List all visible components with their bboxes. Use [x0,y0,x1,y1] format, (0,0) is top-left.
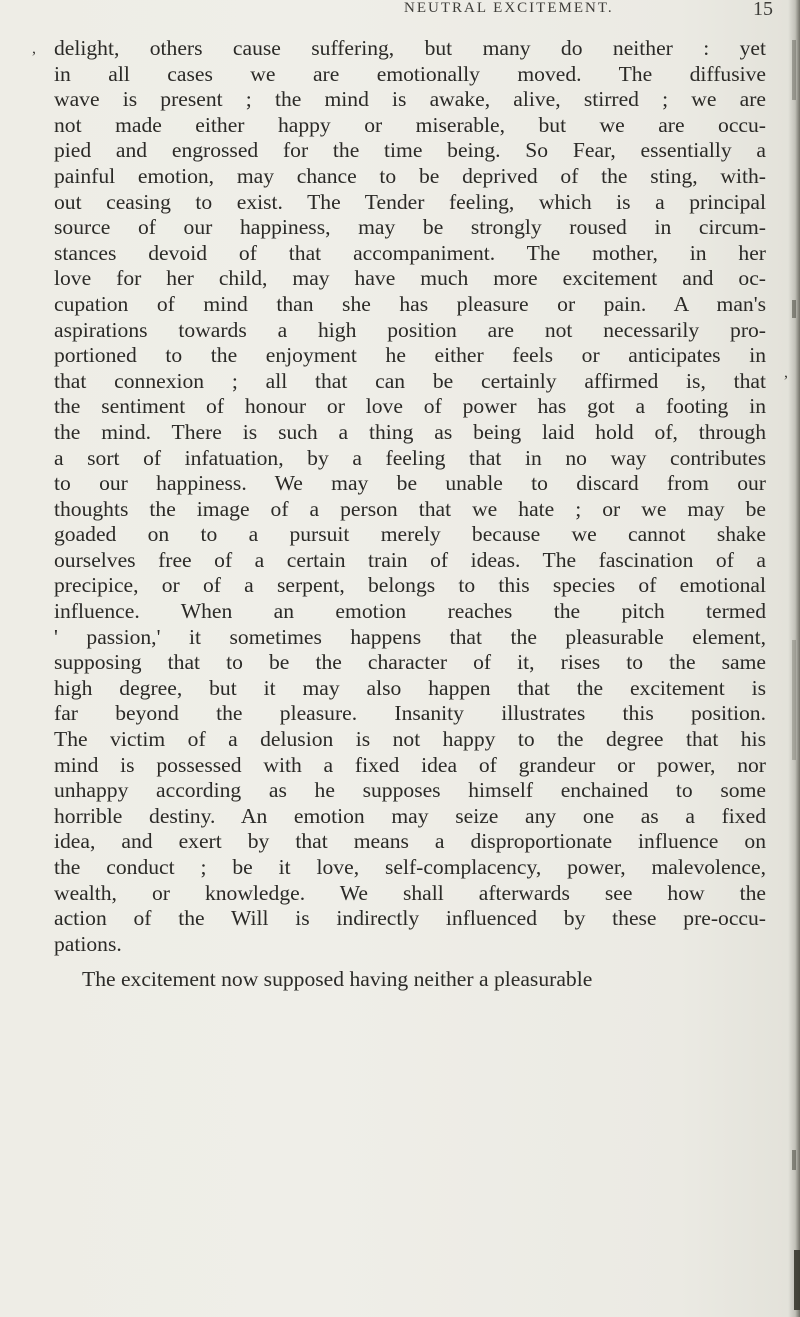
text-line: to our happiness. We may be unable to discard from our [54,471,766,496]
text-line: that connexion ; all that can be certainly affirmed is, that [54,368,766,393]
body-text [54,36,766,993]
edge-mark [794,1250,800,1310]
text-line: the sentiment of honour or love of power has got a footing in [54,394,766,419]
text-line: mind is possessed with a fixed idea of grandeur or power, nor [54,752,766,777]
text-line: influence. When an emotion reaches the pitch termed [54,599,766,624]
text-line: portioned to the enjoyment he either feels or anticipates in [54,343,766,368]
text-line: The victim of a delusion is not happy to the degree that his [54,727,766,752]
text-line: in all cases we are emotionally moved. The diffusive [54,61,766,86]
page-number: 15 [753,0,773,20]
text-line: precipice, or of a serpent, belongs to this species of emotional [54,573,766,598]
text-line: not made either happy or miserable, but we are occu- [54,112,766,137]
text-line: wealth, or knowledge. We shall afterwards see how the [54,880,766,905]
text-line: horrible destiny. An emotion may seize any one as a fixed [54,803,766,828]
text-line: source of our happiness, may be strongly roused in circum- [54,215,766,240]
text-line: idea, and exert by that means a disproportionate influence on [54,829,766,854]
text-line: wave is present ; the mind is awake, alive, stirred ; we are [54,87,766,112]
text-line: ourselves free of a certain train of ideas. The fascination of a [54,547,766,572]
text-line: out ceasing to exist. The Tender feeling, which is a principal [54,189,766,214]
text-line: love for her child, may have much more excitement and oc- [54,266,766,291]
paragraph [54,36,766,957]
margin-mark-left: , [32,40,36,57]
text-line: goaded on to a pursuit merely because we cannot shake [54,522,766,547]
text-line: cupation of mind than she has pleasure or pain. A man's [54,291,766,316]
text-line: delight, others cause suffering, but many do neither : yet [54,36,766,60]
text-line: aspirations towards a high position are not necessarily pro- [54,317,766,342]
text-line: a sort of infatuation, by a feeling that in no way contributes [54,445,766,470]
text-line: pations. [54,931,122,956]
text-line: ' passion,' it sometimes happens that the pleasurable element, [54,624,766,649]
text-line: stances devoid of that accompaniment. The mother, in her [54,240,766,265]
text-line: the mind. There is such a thing as being laid hold of, through [54,419,766,444]
edge-mark [792,1150,796,1170]
text-line: pied and engrossed for the time being. So Fear, essentially a [54,138,766,163]
edge-mark [792,40,796,100]
text-line: action of the Will is indirectly influenced by these pre-occu- [54,906,766,931]
edge-mark [792,640,796,760]
text-line: thoughts the image of a person that we hate ; or we may be [54,496,766,521]
text-line: high degree, but it may also happen that the excitement is [54,675,766,700]
edge-mark [792,300,796,318]
running-head: NEUTRAL EXCITEMENT. [404,0,614,16]
text-line: the conduct ; be it love, self-complacency, power, malevolence, [54,855,766,879]
text-line: supposing that to be the character of it, rises to the same [54,650,766,675]
text-line: painful emotion, may chance to be deprived of the sting, with- [54,163,766,188]
paragraph [54,967,766,993]
text-line: far beyond the pleasure. Insanity illustrates this position. [54,701,766,726]
text-line: unhappy according as he supposes himself enchained to some [54,778,766,803]
margin-mark-right: , [784,364,788,381]
text-line: The excitement now supposed having neither a pleasurable [82,967,593,992]
